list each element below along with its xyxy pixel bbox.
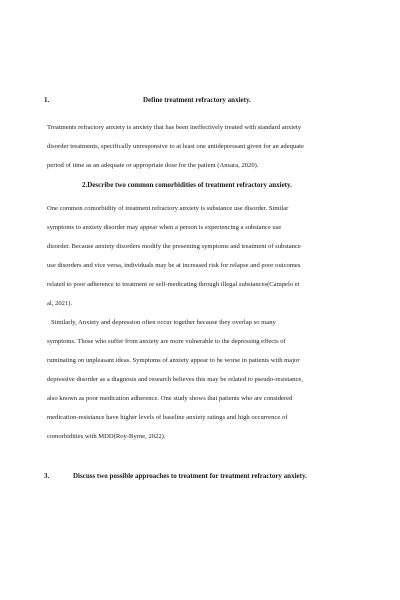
section-2-number: 2. [82, 181, 88, 189]
section-2-paragraph-1 [47, 199, 355, 313]
section-1-paragraph-1 [47, 118, 355, 175]
text-line: Treatments refractory anxiety is anxiety that has been ineffectively treated with standard anxiety [47, 124, 302, 131]
section-1-number: 1. [44, 96, 50, 104]
section-2-heading [82, 181, 292, 190]
text-line: medication-resistance have higher levels of baseline anxiety ratings and high occurrence of [47, 414, 288, 421]
text-line: ruminating on unpleasant ideas. Symptoms of anxiety appear to be worse in patients with major [47, 357, 300, 364]
text-line: Similarly, Anxiety and depression often occur together because they overlap so many [51, 319, 276, 326]
text-line: comorbidities with MDD(Roy-Byrne, 2022). [47, 433, 166, 440]
text-line: symptoms to anxiety disorder may appear when a person is experiencing a substance use [47, 224, 282, 231]
text-line: period of time as an adequate or appropriate dose for the patient (Ansara, 2020). [47, 162, 259, 169]
section-2-title: Describe two common comorbidities of treatment refractory anxiety. [87, 181, 292, 189]
section-1-title: Define treatment refractory anxiety. [143, 96, 251, 104]
text-line: One common comorbidity of treatment refractory anxiety is substance use disorder. Similar [47, 205, 289, 212]
text-line: use disorders and vice versa, individuals may be at increased risk for relapse and poor outcomes [47, 262, 301, 269]
text-line: symptoms. Those who suffer from anxiety are more vulnerable to the depressing effects of [47, 338, 286, 345]
text-line: al, 2021). [47, 300, 73, 307]
section-3-number: 3. [44, 472, 50, 480]
text-line: disorder treatments, specifically unresponsive to at least one antidepressant given for an adequate [47, 143, 304, 150]
section-2-paragraph-2 [47, 313, 355, 446]
text-line: related to poor adherence to treatment or self-medicating through illegal substances(Campelo et [47, 281, 300, 288]
text-line: depressive disorder as a diagnosis and research believes this may be related to pseudo-resistance, [47, 376, 303, 383]
text-line: disorder. Because anxiety disorders modify the presenting symptoms and treatment of substance [47, 243, 301, 250]
section-3-title: Discuss two possible approaches to treatment for treatment refractory anxiety. [73, 472, 307, 480]
text-line: also known as poor medication adherence. One study shows that patients who are considered [47, 395, 293, 402]
